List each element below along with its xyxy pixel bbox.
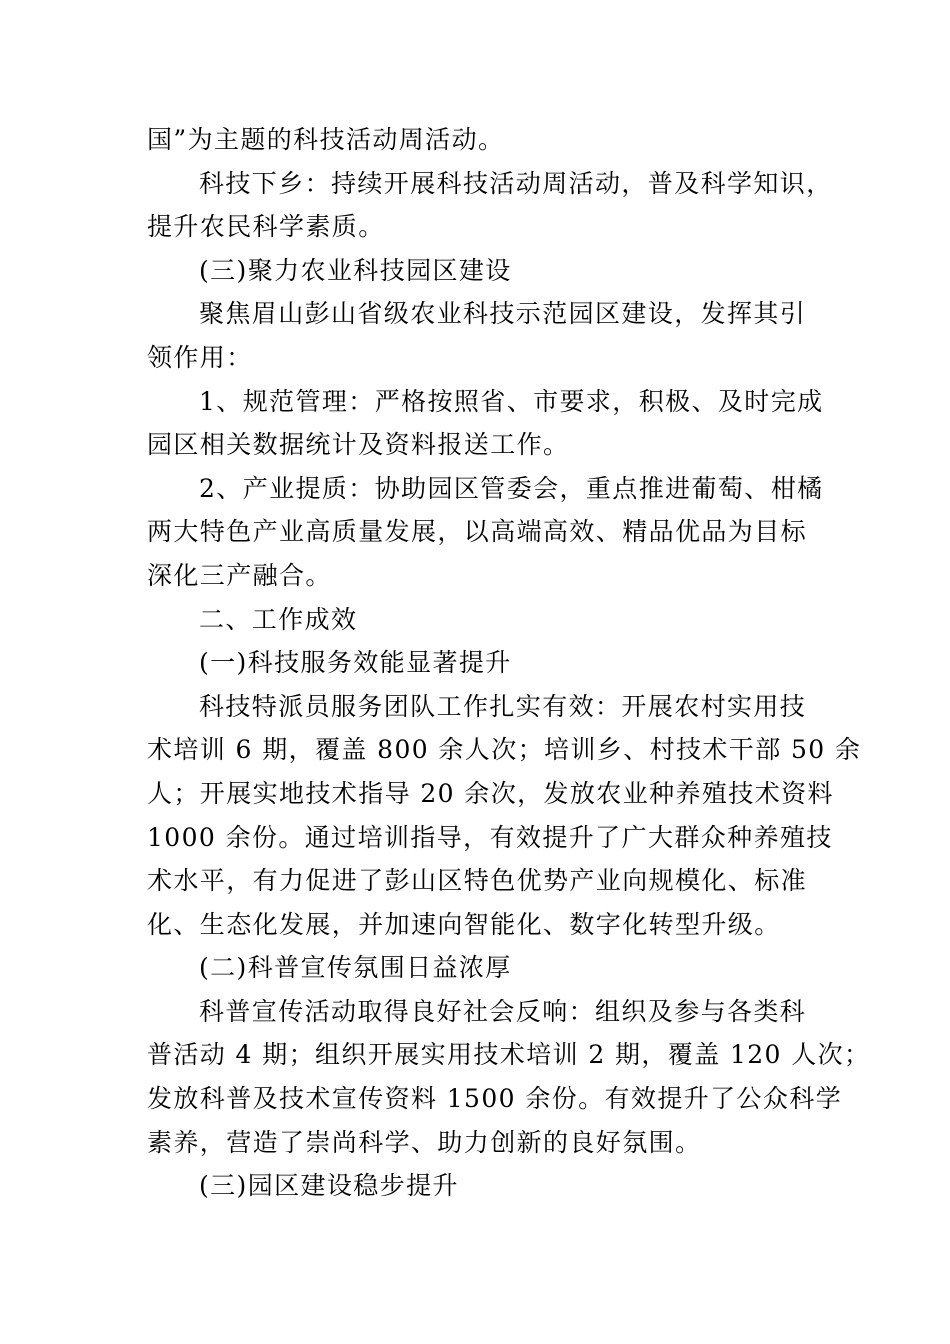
paragraph-line: 人；开展实地技术指导 20 余次，发放农业种养殖技术资料: [147, 778, 834, 808]
document-body: [147, 118, 871, 1208]
paragraph-line: 1000 余份。通过培训指导，有效提升了广大群众种养殖技: [147, 822, 833, 852]
paragraph-line: 术水平，有力促进了彭山区特色优势产业向规模化、标准: [147, 866, 808, 896]
paragraph-line: 二、工作成效: [199, 604, 358, 634]
paragraph-line: 术培训 6 期，覆盖 800 余人次；培训乡、村技术干部 50 余: [147, 735, 862, 765]
paragraph-line: 国”为主题的科技活动周活动。: [147, 125, 505, 154]
paragraph-line: (三)园区建设稳步提升: [199, 1171, 459, 1201]
paragraph-line: 提升农民科学素质。: [147, 212, 385, 242]
paragraph-line: 园区相关数据统计及资料报送工作。: [147, 430, 570, 460]
paragraph-line: 聚焦眉山彭山省级农业科技示范园区建设，发挥其引: [199, 299, 807, 329]
paragraph-line: 两大特色产业高质量发展，以高端高效、精品优品为目标: [147, 517, 808, 547]
paragraph-line: (三)聚力农业科技园区建设: [199, 255, 512, 285]
paragraph-line: 普活动 4 期；组织开展实用技术培训 2 期，覆盖 120 人次；: [147, 1040, 871, 1070]
paragraph-line: 发放科普及技术宣传资料 1500 余份。有效提升了公众科学: [147, 1084, 843, 1114]
paragraph-line: 科技特派员服务团队工作扎实有效：开展农村实用技: [199, 691, 807, 721]
paragraph-line: 深化三产融合。: [147, 560, 332, 590]
paragraph-line: 素养，营造了崇尚科学、助力创新的良好氛围。: [147, 1127, 702, 1157]
paragraph-line: (一)科技服务效能显著提升: [199, 648, 512, 678]
paragraph-line: 科技下乡：持续开展科技活动周活动，普及科学知识，: [199, 168, 833, 198]
paragraph-line: 2、产业提质：协助园区管委会，重点推进葡萄、柑橘: [199, 473, 824, 503]
paragraph-line: (二)科普宣传氛围日益浓厚: [199, 953, 512, 983]
paragraph-line: 1、规范管理：严格按照省、市要求，积极、及时完成: [199, 386, 824, 416]
paragraph-line: 科普宣传活动取得良好社会反响：组织及参与各类科: [199, 996, 807, 1026]
paragraph-line: 化、生态化发展，并加速向智能化、数字化转型升级。: [147, 909, 781, 939]
paragraph-line: 领作用：: [147, 342, 253, 372]
